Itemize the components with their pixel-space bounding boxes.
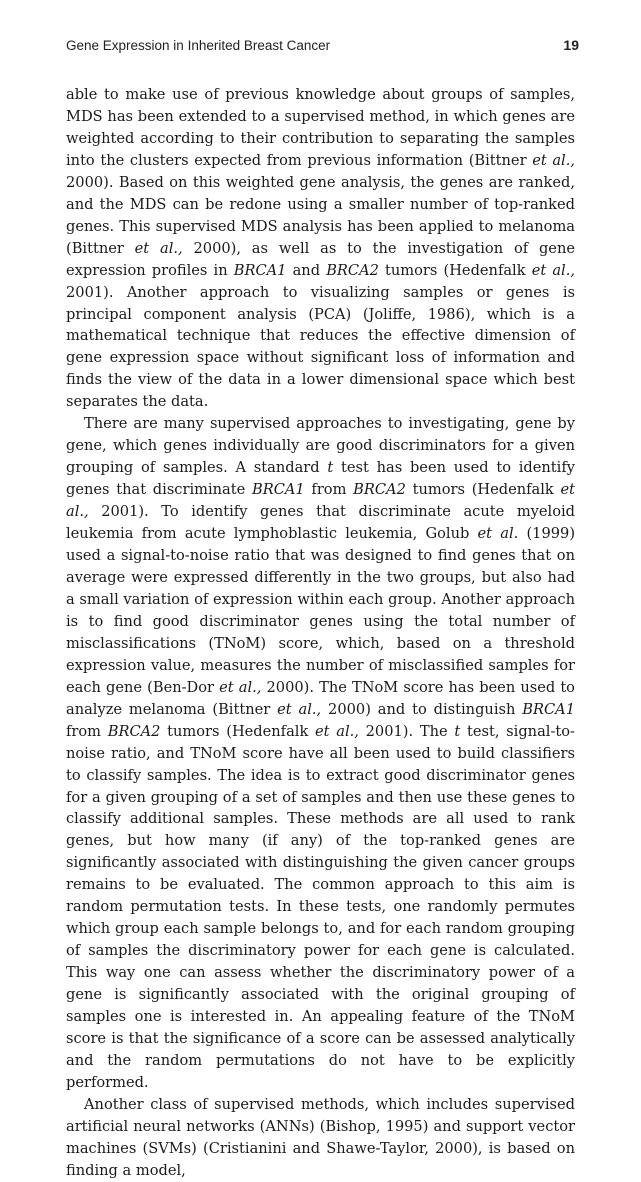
running-title: Gene Expression in Inherited Breast Cancer bbox=[66, 38, 331, 53]
italic-run: et al. bbox=[477, 525, 519, 543]
text-run: from bbox=[304, 481, 354, 499]
italic-run: BRCA2 bbox=[107, 722, 161, 740]
paragraph-1 bbox=[66, 84, 575, 413]
text-run: and bbox=[286, 261, 327, 279]
italic-run: et al., bbox=[277, 700, 322, 718]
text-run: able to make use of previous knowledge about groups of samples, MDS has been extended to a supervised method, in which genes are weighted according to their contribution to separating the samples into the clusters expected from previous information (Bittner bbox=[66, 86, 575, 169]
text-run: 2000) and to distinguish bbox=[321, 700, 523, 718]
italic-run: BRCA1 bbox=[233, 261, 287, 279]
italic-run: t bbox=[454, 722, 461, 740]
italic-run: BRCA2 bbox=[326, 261, 379, 279]
italic-run: et al., bbox=[134, 239, 183, 257]
paragraph-2 bbox=[66, 413, 575, 1094]
italic-run: et al., bbox=[315, 722, 359, 740]
text-run: tumors (Hedenfalk bbox=[405, 481, 561, 499]
text-run: 2000). The TNoM score has been used to analyze melanoma (Bittner bbox=[66, 678, 575, 718]
text-run: tumors (Hedenfalk bbox=[160, 722, 316, 740]
text-run: 2000), as well as to the investigation of gene expression profiles in bbox=[66, 239, 575, 279]
body-text bbox=[66, 84, 575, 1182]
text-run: There are many supervised approaches to investigating, gene by gene, which genes individually are good discriminators for a given grouping of samples. A standard bbox=[66, 415, 575, 477]
text-run: (1999) used a signal-to-noise ratio that was designed to find genes that on average were expressed differently in the two groups, but also had a small variation of expression within each group. Another approach is to find good discriminator genes using the total number of misclassifications (TNoM) score, which, based on a threshold expression value, measures the number of misclassified samples for each gene (Ben-Dor bbox=[66, 525, 576, 696]
italic-run: et al., bbox=[531, 261, 575, 279]
text-run: tumors (Hedenfalk bbox=[378, 261, 532, 279]
text-run: test, signal-to-noise ratio, and TNoM score have all been used to build classifiers to classify samples. The idea is to extract good discriminator genes for a given grouping of a set of samples and then use these genes to classify additional samples. These methods are all used to rank genes, but how many (if any) of the top-ranked genes are significantly associated with distinguishing the given cancer groups remains to be evaluated. The common approach to this aim is random permutation tests. In these tests, one randomly permutes which group each sample belongs to, and for each random grouping of samples the discriminatory power for each gene is calculated. This way one can assess whether the discriminatory power of a gene is significantly associated with the original grouping of samples one is interested in. An appealing feature of the TNoM score is that the significance of a score can be assessed analytically and the random permutations do not have to be explicitly performed. bbox=[66, 722, 575, 1091]
italic-run: et al., bbox=[532, 151, 575, 169]
page-number: 19 bbox=[563, 37, 579, 53]
text-run: 2001). The bbox=[358, 722, 455, 740]
italic-run: BRCA1 bbox=[522, 700, 575, 718]
paragraph-3 bbox=[66, 1094, 575, 1182]
text-run: 2001). To identify genes that discriminate acute myeloid leukemia from acute lymphoblastic leukemia, Golub bbox=[66, 503, 575, 543]
text-run: test has been used to identify genes that discriminate bbox=[66, 459, 575, 499]
italic-run: BRCA2 bbox=[353, 481, 406, 499]
text-run: 2000). Based on this weighted gene analysis, the genes are ranked, and the MDS can be redone using a smaller number of top-ranked genes. This supervised MDS analysis has been applied to melanoma (Bittner bbox=[66, 173, 575, 257]
running-head bbox=[66, 38, 579, 58]
italic-run: et al., bbox=[219, 678, 262, 696]
text-run: 2001). Another approach to visualizing samples or genes is principal component analysis (PCA) (Joliffe, 1986), which is a mathematical technique that reduces the effective dimension of gene expression space without significant loss of information and finds the view of the data in a lower dimensional space which best separates the data. bbox=[66, 283, 575, 411]
italic-run: BRCA1 bbox=[251, 481, 305, 499]
italic-run: t bbox=[327, 459, 334, 477]
text-run: Another class of supervised methods, which includes supervised artificial neural networks (ANNs) (Bishop, 1995) and support vector machines (SVMs) (Cristianini and Shawe-Taylor, 2000), is based on finding a model, bbox=[66, 1095, 575, 1179]
text-run: from bbox=[66, 722, 108, 740]
italic-run: et al., bbox=[66, 481, 576, 521]
